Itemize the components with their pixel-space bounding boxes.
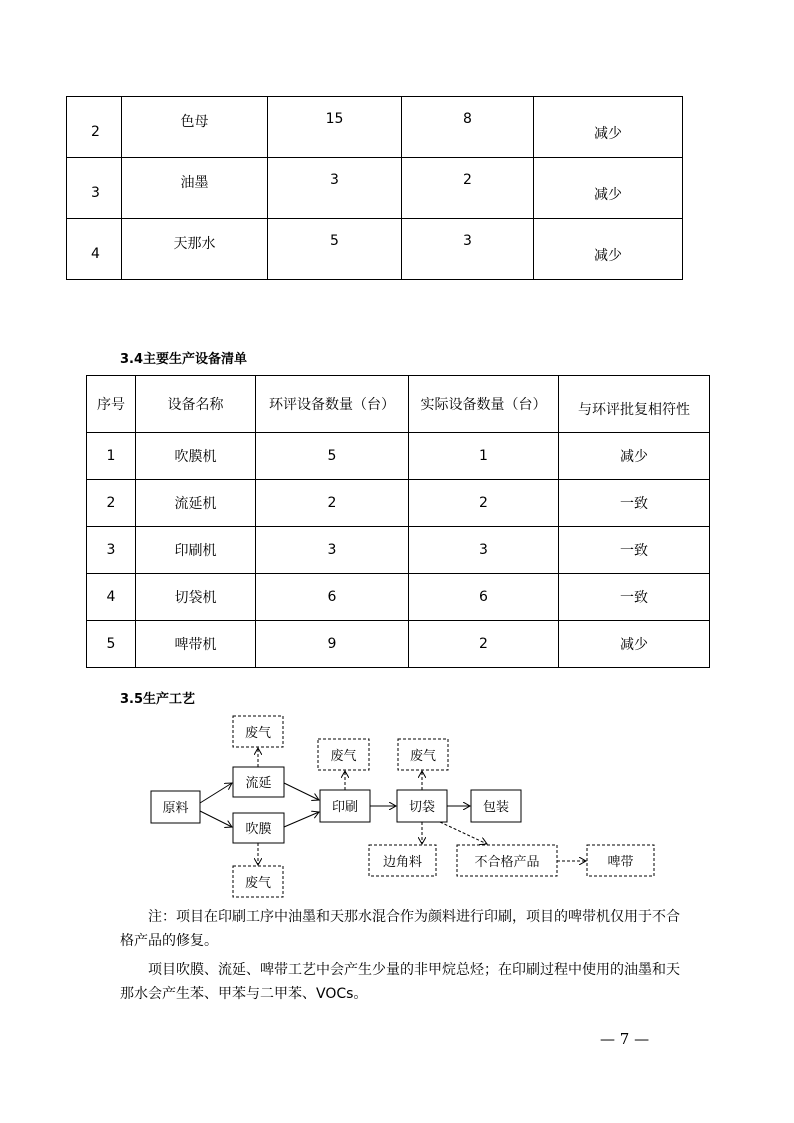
equipment-table [86,375,710,668]
actual-amount: 2 [402,158,534,219]
comparison-result: 减少 [534,97,683,158]
actual-amount: 8 [402,97,534,158]
comparison-result: 减少 [534,219,683,280]
actual-amount: 3 [402,219,534,280]
header-name: 设备名称 [136,376,256,433]
table-row [87,574,710,621]
comparison-result: 一致 [559,574,710,621]
eia-amount: 3 [268,158,402,219]
flow-node-blowing [233,813,284,843]
material-name: 油墨 [122,158,268,219]
table-row [67,97,683,158]
flow-node-packing-label: 包装 [482,800,510,815]
process-flow-diagram [0,700,794,905]
actual-count: 3 [409,527,559,574]
header-result: 与环评批复相符性 [559,376,710,433]
eia-amount: 5 [268,219,402,280]
table-row [87,527,710,574]
actual-count: 2 [409,480,559,527]
flow-node-casting [233,767,284,797]
scrap-label: 边角料 [382,855,423,870]
raw-material-table [66,96,683,280]
emission-paragraph: 项目吹膜、流延、啤带工艺中会产生少量的非甲烷总烃；在印刷过程中使用的油墨和天那水会产生苯、甲苯与二甲苯、VOCs。 [120,962,680,1002]
waste-gas-label: 废气 [244,726,272,741]
table-row [87,433,710,480]
eia-count: 9 [256,621,409,668]
equipment-name: 印刷机 [136,527,256,574]
comparison-result: 减少 [534,158,683,219]
waste-gas-label: 废气 [330,749,357,764]
table-header-row [87,376,710,433]
row-number: 2 [87,480,136,527]
table-row [67,219,683,280]
actual-count: 2 [409,621,559,668]
equipment-name: 流延机 [136,480,256,527]
defective-product-label: 不合格产品 [474,855,540,870]
header-actual: 实际设备数量（台） [409,376,559,433]
equipment-name: 切袋机 [136,574,256,621]
comparison-result: 减少 [559,621,710,668]
row-number: 2 [67,97,122,158]
row-number: 4 [67,219,122,280]
flow-node-packing [471,790,521,822]
section-heading-3-5: 3.5生产工艺 [120,692,196,707]
row-number: 4 [87,574,136,621]
material-name: 天那水 [122,219,268,280]
flow-node-printing [320,790,370,822]
header-eia: 环评设备数量（台） [256,376,409,433]
flow-node-cutting-label: 切袋 [408,800,436,815]
page-number: — 7 — [600,1030,650,1048]
flow-node-blowing-label: 吹膜 [245,822,272,837]
eia-amount: 15 [268,97,402,158]
actual-count: 6 [409,574,559,621]
waste-gas-label: 废气 [244,876,272,891]
table-row [87,621,710,668]
header-no: 序号 [87,376,136,433]
waste-gas-label: 废气 [409,749,437,764]
eia-count: 5 [256,433,409,480]
eia-count: 6 [256,574,409,621]
flow-node-raw-material [151,791,200,823]
table-row [67,158,683,219]
actual-count: 1 [409,433,559,480]
flow-node-cutting [397,790,447,822]
flow-node-printing-label: 印刷 [331,800,359,815]
row-number: 5 [87,621,136,668]
beer-belt-label: 啤带 [607,855,634,870]
equipment-name: 吹膜机 [136,433,256,480]
comparison-result: 减少 [559,433,710,480]
eia-count: 3 [256,527,409,574]
flow-node-casting-label: 流延 [245,776,272,791]
eia-count: 2 [256,480,409,527]
row-number: 3 [87,527,136,574]
note-paragraph: 注：项目在印刷工序中油墨和天那水混合作为颜料进行印刷，项目的啤带机仅用于不合格产品的修复。 [120,909,680,949]
row-number: 1 [87,433,136,480]
flow-node-raw-material-label: 原料 [162,801,189,816]
material-name: 色母 [122,97,268,158]
table-row [87,480,710,527]
row-number: 3 [67,158,122,219]
comparison-result: 一致 [559,480,710,527]
equipment-name: 啤带机 [136,621,256,668]
section-heading-3-4: 3.4主要生产设备清单 [120,352,248,367]
comparison-result: 一致 [559,527,710,574]
